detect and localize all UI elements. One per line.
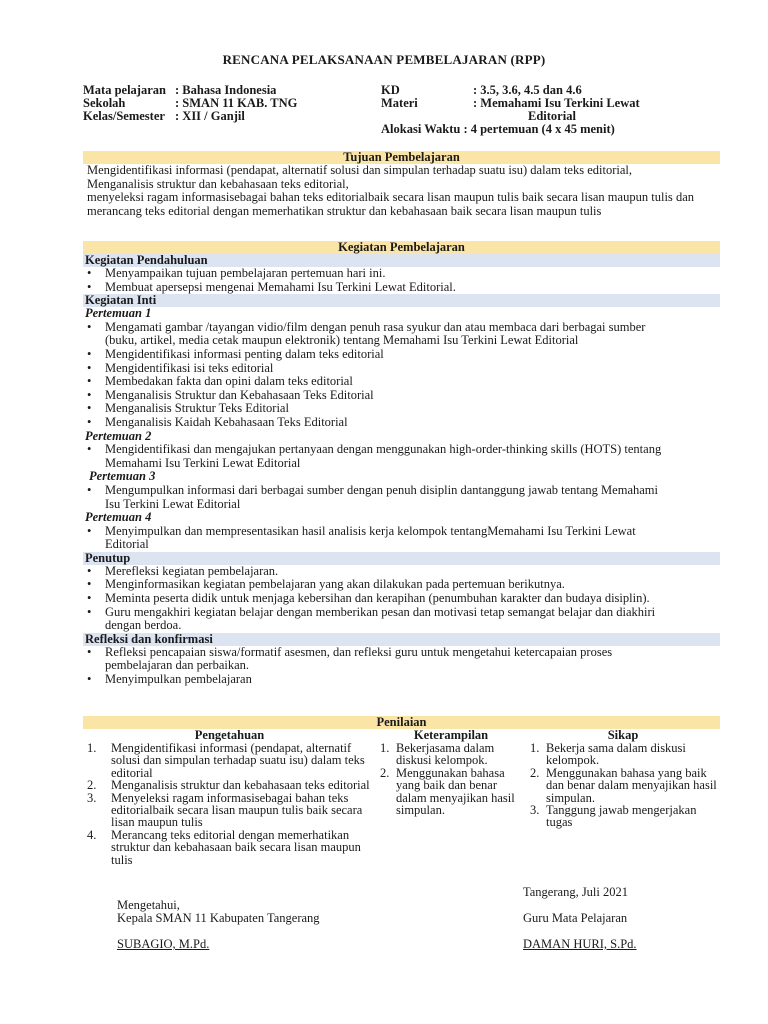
tujuan-line: menyeleksi ragam informasisebagai bahan teks editorialbaik secara lisan maupun tulis baik secara lisan maupun tulis dan merancang teks editorial dengan memerhatikan struktur dan kebahasaan baik secara lisan maupun tulis (87, 190, 694, 218)
header-identity (83, 84, 297, 123)
penilaian-section (83, 716, 720, 866)
list-item: • Merefleksi kegiatan pembelajaran. (83, 565, 720, 579)
penutup-list (83, 565, 720, 633)
list-item: • Mengamati gambar /tayangan vidio/film dengan penuh rasa syukur dan atau membaca dari berbagai sumber (buku, artikel, media cetak maupun elektronik) tentang Memahami Isu Terkini Lewat Editorial (83, 321, 720, 348)
list-item (376, 742, 526, 767)
item-number: 2. (380, 765, 390, 780)
list-item: • Membedakan fakta dan opini dalam teks editorial (83, 375, 720, 389)
kegiatan-heading: Kegiatan Pembelajaran (83, 241, 720, 254)
item-text: Tanggung jawab mengerjakan tugas (546, 803, 697, 830)
list-item: • Mengidentifikasi isi teks editorial (83, 362, 720, 376)
list-item (376, 767, 526, 817)
item-text: Menyeleksi ragam informasisebagai bahan teks editorialbaik secara lisan maupun tulis baik secara lisan maupun tulis (111, 790, 363, 830)
pertemuan-2-label: Pertemuan 2 (85, 428, 152, 443)
header-course (381, 84, 640, 136)
tujuan-heading: Tujuan Pembelajaran (83, 151, 720, 164)
item-text: Menganalisis struktur dan kebahasaan teks editorial (111, 778, 370, 793)
item-number: 4. (87, 827, 97, 842)
item-number: 3. (530, 803, 540, 818)
list-item: • Menyimpulkan dan mempresentasikan hasil analisis kerja kelompok tentangMemahami Isu Terkini Lewat Editorial (83, 525, 720, 552)
mengetahui-label: Mengetahui, (117, 898, 180, 912)
sikap-heading: Sikap (607, 728, 639, 742)
kegiatan-section (83, 241, 720, 687)
kepala-title: Kepala SMAN 11 Kabupaten Tangerang (117, 911, 320, 925)
list-item (83, 792, 376, 829)
pertemuan-3-label: Pertemuan 3 (89, 469, 156, 484)
item-number: 2. (87, 778, 97, 793)
list-item: • Meminta peserta didik untuk menjaga kebersihan dan kerapihan (penumbuhan karakter dan budaya disiplin). (83, 592, 720, 606)
item-text: Bekerjasama dalam diskusi kelompok. (396, 741, 495, 768)
header-alokasi: Alokasi Waktu : 4 pertemuan (4 x 45 menit) (381, 122, 615, 136)
header-value: : Memahami Isu Terkini Lewat (473, 96, 640, 110)
item-text: Mengidentifikasi informasi (pendapat, alternatif solusi dan simpulan terhadap suatu isu) dalam teks editorial (111, 741, 365, 780)
list-item: • Menyimpulkan pembelajaran (83, 673, 720, 687)
penilaian-heading: Penilaian (83, 716, 720, 729)
list-item: • Menganalisis Struktur Teks Editorial (83, 402, 720, 416)
header-key: Sekolah (83, 96, 126, 110)
list-item (526, 742, 720, 767)
item-number: 1. (530, 741, 540, 755)
header-value: : 3.5, 3.6, 4.5 dan 4.6 (473, 83, 582, 97)
pertemuan-2-list (83, 443, 720, 470)
list-item (526, 804, 720, 829)
list-item: • Membuat apersepsi mengenai Memahami Isu Terkini Lewat Editorial. (83, 281, 720, 295)
list-item (83, 742, 376, 779)
header-key: Kelas/Semester (83, 109, 165, 123)
pertemuan-4-label: Pertemuan 4 (85, 510, 152, 525)
guru-name: DAMAN HURI, S.Pd. (523, 937, 637, 951)
refleksi-list (83, 646, 720, 687)
pengetahuan-heading: Pengetahuan (194, 728, 265, 742)
header-value: : SMAN 11 KAB. TNG (175, 96, 298, 110)
list-item: • Menganalisis Kaidah Kebahasaan Teks Editorial (83, 416, 720, 430)
kepala-name: SUBAGIO, M.Pd. (117, 937, 210, 951)
pertemuan-1-label: Pertemuan 1 (85, 306, 152, 321)
document-title: RENCANA PELAKSANAAN PEMBELAJARAN (RPP) (222, 52, 546, 67)
list-item (83, 779, 376, 791)
pertemuan-3-list (83, 484, 720, 511)
list-item: • Mengidentifikasi informasi penting dalam teks editorial (83, 348, 720, 362)
list-item: • Menganalisis Struktur dan Kebahasaan Teks Editorial (83, 389, 720, 403)
list-item (526, 767, 720, 804)
refleksi-heading: Refleksi dan konfirmasi (83, 633, 720, 646)
item-text: Bekerja sama dalam diskusi kelompok. (546, 741, 686, 768)
list-item: • Mengidentifikasi dan mengajukan pertanyaan dengan menggunakan high-order-thinking skills (HOTS) tentang Memahami Isu Terkini Lewat Editorial (83, 443, 720, 470)
header-key: Mata pelajaran (83, 83, 166, 97)
pertemuan-1-list (83, 321, 720, 430)
inti-heading: Kegiatan Inti (83, 294, 720, 307)
header-key: KD (381, 83, 400, 97)
list-item: • Menyampaikan tujuan pembelajaran pertemuan hari ini. (83, 267, 720, 281)
tujuan-line: Mengidentifikasi informasi (pendapat, alternatif solusi dan simpulan terhadap suatu isu) dalam teks editorial, (87, 163, 632, 177)
header-value: : XII / Ganjil (175, 109, 245, 123)
item-text: Merancang teks editorial dengan memerhatikan struktur dan kebahasaan baik secara lisan maupun tulis (111, 827, 361, 867)
header-row-materi (381, 97, 640, 110)
list-item: • Menginformasikan kegiatan pembelajaran yang akan dilakukan pada pertemuan berikutnya. (83, 578, 720, 592)
header-value: : Bahasa Indonesia (175, 83, 277, 97)
item-number: 3. (87, 790, 97, 805)
list-item: • Refleksi pencapaian siswa/formatif asesmen, dan refleksi guru untuk mengetahui ketercapaian proses pembelajaran dan perbaikan. (83, 646, 720, 673)
pendahuluan-heading: Kegiatan Pendahuluan (83, 254, 720, 267)
sikap-column (526, 729, 720, 866)
item-number: 2. (530, 765, 540, 780)
header-key: Materi (381, 96, 418, 110)
pengetahuan-column (83, 729, 376, 866)
item-number: 1. (87, 741, 97, 755)
keterampilan-heading: Keterampilan (413, 728, 489, 742)
pendahuluan-list (83, 267, 720, 294)
place-date: Tangerang, Juli 2021 (523, 885, 629, 899)
item-text: Menggunakan bahasa yang baik dan benar dalam menyajikan hasil simpulan. (396, 765, 515, 818)
item-text: Menggunakan bahasa yang baik dan benar dalam menyajikan hasil simpulan. (546, 765, 717, 805)
guru-title: Guru Mata Pelajaran (523, 911, 628, 925)
penilaian-columns (83, 729, 720, 866)
tujuan-section (83, 151, 720, 218)
penutup-heading: Penutup (83, 552, 720, 565)
pertemuan-4-list (83, 525, 720, 552)
keterampilan-column (376, 729, 526, 866)
list-item (83, 829, 376, 866)
list-item: • Mengumpulkan informasi dari berbagai sumber dengan penuh disiplin dantanggung jawab tentang Memahami Isu Terkini Lewat Editorial (83, 484, 720, 511)
item-number: 1. (380, 741, 390, 755)
header-row-kelas (83, 110, 297, 123)
header-materi-cont: Editorial (528, 109, 576, 123)
tujuan-line: Menganalisis struktur dan kebahasaan teks editorial, (87, 176, 349, 191)
list-item: • Guru mengakhiri kegiatan belajar dengan memberikan pesan dan motivasi tetap semangat belajar dan diakhiri dengan berdoa. (83, 606, 720, 633)
